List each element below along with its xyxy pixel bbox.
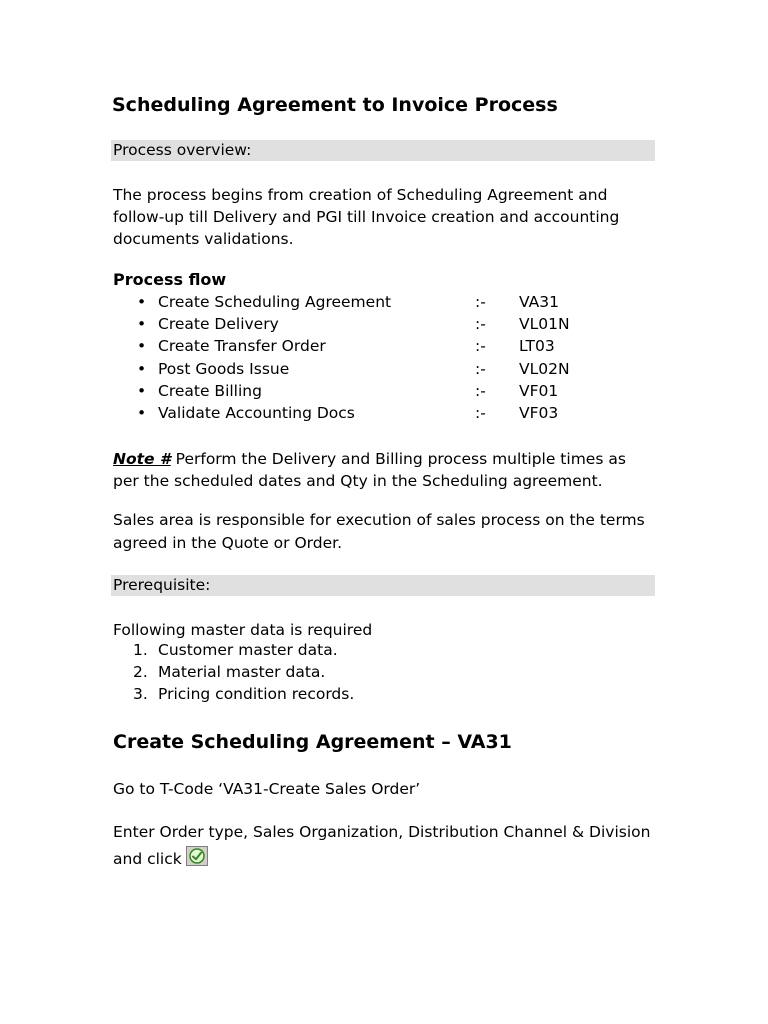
process-flow-separator: :- bbox=[475, 382, 486, 400]
process-flow-tcode: VA31 bbox=[519, 293, 559, 311]
process-flow-label: Post Goods Issue bbox=[158, 360, 290, 378]
list-item-text: Pricing condition records. bbox=[158, 685, 355, 703]
process-flow-label: Create Billing bbox=[158, 382, 262, 400]
process-flow-item bbox=[0, 337, 768, 359]
overview-heading: Process overview: bbox=[113, 141, 252, 159]
section-heading: Create Scheduling Agreement – VA31 bbox=[113, 731, 512, 753]
prerequisite-heading-band bbox=[111, 575, 655, 596]
bullet-icon: • bbox=[137, 382, 147, 400]
process-flow-label: Create Transfer Order bbox=[158, 337, 326, 355]
process-flow-item bbox=[0, 293, 768, 315]
note-paragraph-line-2: per the scheduled dates and Qty in the Scheduling agreement. bbox=[113, 472, 603, 490]
bullet-icon: • bbox=[137, 404, 147, 422]
process-flow-item bbox=[0, 360, 768, 382]
process-flow-tcode: VL02N bbox=[519, 360, 570, 378]
process-flow-separator: :- bbox=[475, 337, 486, 355]
process-flow-separator: :- bbox=[475, 360, 486, 378]
enter-instruction-line-1: Enter Order type, Sales Organization, Distribution Channel & Division bbox=[113, 823, 651, 841]
note-text: Perform the Delivery and Billing process multiple times as bbox=[170, 450, 626, 468]
process-flow-tcode: VL01N bbox=[519, 315, 570, 333]
page-title: Scheduling Agreement to Invoice Process bbox=[112, 94, 558, 116]
list-item-text: Material master data. bbox=[158, 663, 326, 681]
process-flow-item bbox=[0, 404, 768, 426]
list-item-number: 1. bbox=[133, 641, 148, 659]
overview-line-1: The process begins from creation of Scheduling Agreement and bbox=[113, 186, 608, 204]
check-icon bbox=[189, 848, 205, 864]
bullet-icon: • bbox=[137, 360, 147, 378]
process-flow-heading: Process flow bbox=[113, 270, 227, 289]
bullet-icon: • bbox=[137, 293, 147, 311]
process-flow-separator: :- bbox=[475, 404, 486, 422]
process-flow-item bbox=[0, 382, 768, 404]
list-item-text: Customer master data. bbox=[158, 641, 338, 659]
process-flow-label: Create Scheduling Agreement bbox=[158, 293, 392, 311]
bullet-icon: • bbox=[137, 337, 147, 355]
list-item-number: 3. bbox=[133, 685, 148, 703]
list-item-number: 2. bbox=[133, 663, 148, 681]
sales-area-line-1: Sales area is responsible for execution of sales process on the terms bbox=[113, 511, 645, 529]
process-flow-tcode: VF03 bbox=[519, 404, 559, 422]
goto-instruction: Go to T-Code ‘VA31-Create Sales Order’ bbox=[113, 780, 421, 798]
overview-line-2: follow-up till Delivery and PGI till Invoice creation and accounting bbox=[113, 208, 620, 226]
process-flow-label: Create Delivery bbox=[158, 315, 279, 333]
bullet-icon: • bbox=[137, 315, 147, 333]
process-flow-tcode: VF01 bbox=[519, 382, 559, 400]
overview-heading-band bbox=[111, 140, 655, 161]
process-flow-item bbox=[0, 315, 768, 337]
enter-instruction-line-2: and click bbox=[113, 850, 182, 868]
process-flow-label: Validate Accounting Docs bbox=[158, 404, 355, 422]
sales-area-line-2: agreed in the Quote or Order. bbox=[113, 534, 343, 552]
prerequisite-intro: Following master data is required bbox=[113, 621, 373, 639]
prerequisite-heading: Prerequisite: bbox=[113, 576, 211, 594]
note-label: Note # bbox=[113, 450, 171, 468]
overview-line-3: documents validations. bbox=[113, 230, 294, 248]
process-flow-separator: :- bbox=[475, 293, 486, 311]
process-flow-separator: :- bbox=[475, 315, 486, 333]
continue-button[interactable] bbox=[186, 846, 208, 866]
note-paragraph-line-1 bbox=[113, 448, 626, 470]
process-flow-tcode: LT03 bbox=[519, 337, 555, 355]
